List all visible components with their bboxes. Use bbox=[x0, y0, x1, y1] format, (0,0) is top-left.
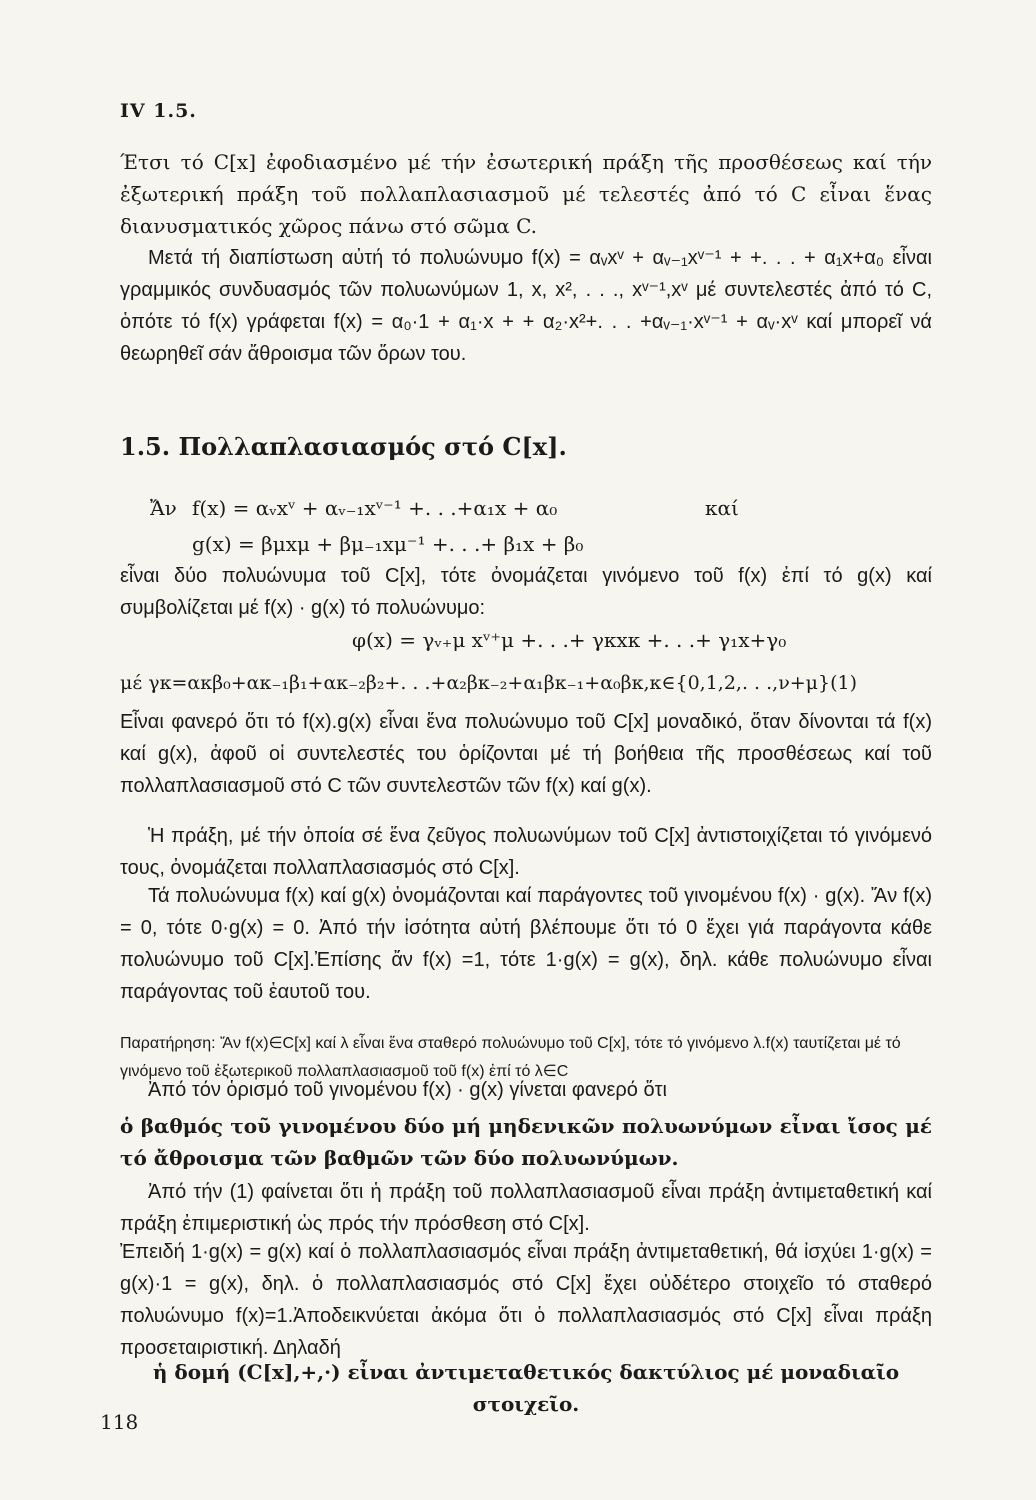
factors-paragraph: Τά πολυώνυμα f(x) καί g(x) ὀνομάζονται καί παράγοντες τοῦ γινομένου f(x) · g(x). Ἄν f(x) = 0, τότε 0·g(x) = 0. Ἀπό τήν ἰσότητα αὐτή βλέπουμε ὅτι τό 0 ἔχει γιά παράγοντα κάθε πολυώνυμο τοῦ C[x].Ἐπίσης ἄν f(x) =1, τότε 1·g(x) = g(x), δηλ. κάθε πολυώνυμο εἶναι παράγοντας τοῦ ἑαυτοῦ του. bbox=[120, 885, 932, 1003]
f-equation: f(x) = αᵥxᵛ + αᵥ₋₁xᵛ⁻¹ +. . .+α₁x + α₀ bbox=[192, 496, 558, 520]
operation-definition-paragraph: Ἡ πράξη, μέ τήν ὁποία σέ ἕνα ζεῦγος πολυωνύμων τοῦ C[x] ἀντιστοιχίζεται τό γινόμενό τους, ὀνομάζεται πολλαπλασιασμός στό C[x]. bbox=[120, 825, 932, 879]
intro-paragraph-2: Μετά τή διαπίστωση αὐτή τό πολυώνυμο f(x) = αᵥxᵛ + αᵥ₋₁xᵛ⁻¹ + +. . . + α₁x+α₀ εἶναι γραμμικός συνδυασμός τῶν πολυωνύμων 1, x, x², . . ., xᵛ⁻¹,xᵛ μέ συντελεστές ἀπό τό C, ὁπότε τό f(x) γράφεται f(x) = α₀·1 + α₁·x + + α₂·x²+. . . +αᵥ₋₁·xᵛ⁻¹ + αᵥ·xᵛ καί μπορεῖ νά θεωρηθεῖ σάν ἄθροισμα τῶν ὅρων του. bbox=[120, 247, 933, 365]
definition-text: εἶναι δύο πολυώνυμα τοῦ C[x], τότε ὀνομάζεται γινόμενο τοῦ f(x) ἐπί τό g(x) καί συμβολίζεται μέ f(x) · g(x) τό πολυώνυμο: bbox=[120, 565, 932, 619]
degree-intro: Ἀπό τόν ὁρισμό τοῦ γινομένου f(x) · g(x) γίνεται φανερό ὅτι bbox=[148, 1079, 667, 1101]
if-label: Ἄν bbox=[150, 496, 177, 520]
degree-statement: ὁ βαθμός τοῦ γινομένου δύο μή μηδενικῶν πολυωνύμων εἶναι ἴσος μέ τό ἄθροισμα τῶν βαθμῶν τῶν δύο πολυωνύμων. bbox=[120, 1114, 932, 1170]
coefficient-equation: μέ γκ=ακβ₀+ακ₋₁β₁+ακ₋₂β₂+. . .+α₂βκ₋₂+α₁βκ₋₁+α₀βκ,κ∈{0,1,2,. . .,ν+μ}(1) bbox=[120, 672, 858, 694]
g-equation: g(x) = βμxμ + βμ₋₁xμ⁻¹ +. . .+ β₁x + β₀ bbox=[192, 532, 584, 556]
page-number: 118 bbox=[100, 1410, 139, 1434]
section-title: 1.5. Πολλαπλασιασμός στό C[x]. bbox=[120, 432, 567, 461]
remark-note: Παρατήρηση: Ἄν f(x)∈C[x] καί λ εἶναι ἕνα σταθερό πολυώνυμο τοῦ C[x], τότε τό γινόμενο λ.f(x) ταυτίζεται μέ τό γινόμενο τοῦ ἐξωτερικοῦ πολλαπλασιασμοῦ τοῦ f(x) ἐπί τό λ∈C bbox=[120, 1035, 901, 1080]
uniqueness-paragraph: Εἶναι φανερό ὅτι τό f(x).g(x) εἶναι ἕνα πολυώνυμο τοῦ C[x] μοναδικό, ὅταν δίνονται τά f(x) καί g(x), ἀφοῦ οἱ συντελεστές του ὁρίζονται μέ τή βοήθεια τῆς προσθέσεως καί τοῦ πολλαπλασιασμοῦ στό C τῶν συντελεστῶν τῶν f(x) καί g(x). bbox=[120, 711, 932, 797]
product-equation: φ(x) = γᵥ₊μ xᵛ⁺μ +. . .+ γκxκ +. . .+ γ₁x+γ₀ bbox=[352, 628, 787, 652]
and-label: καί bbox=[705, 496, 739, 520]
commutative-paragraph: Ἀπό τήν (1) φαίνεται ὅτι ἡ πράξη τοῦ πολλαπλασιασμοῦ εἶναι πράξη ἀντιμεταθετική καί πράξη ἐπιμεριστική ὡς πρός τήν πρόσθεση στό C[x]. bbox=[120, 1181, 932, 1235]
chapter-header: IV 1.5. bbox=[120, 100, 197, 122]
identity-paragraph: Ἐπειδή 1·g(x) = g(x) καί ὁ πολλαπλασιασμός εἶναι πράξη ἀντιμεταθετική, θά ἰσχύει 1·g(x) = g(x)·1 = g(x), δηλ. ὁ πολλαπλασιασμός στό C[x] ἔχει οὐδέτερο στοιχεῖο τό σταθερό πολυώνυμο f(x)=1.Ἀποδεικνύεται ἀκόμα ὅτι ὁ πολλαπλασιασμός στό C[x] εἶναι πράξη προσεταιριστική. Δηλαδή bbox=[120, 1241, 932, 1359]
intro-paragraph-1: Έτσι τό C[x] ἐφοδιασμένο μέ τήν ἐσωτερική πράξη τῆς προσθέσεως καί τήν ἐξωτερική πράξη τοῦ πολλαπλασιασμοῦ μέ τελεστές ἀπό τό C εἶναι ἕνας διανυσματικός χῶρος πάνω στό σῶμα C. bbox=[120, 150, 932, 238]
ring-statement: ἡ δομή (C[x],+,·) εἶναι ἀντιμεταθετικός δακτύλιος μέ μοναδιαῖο στοιχεῖο. bbox=[152, 1360, 900, 1416]
